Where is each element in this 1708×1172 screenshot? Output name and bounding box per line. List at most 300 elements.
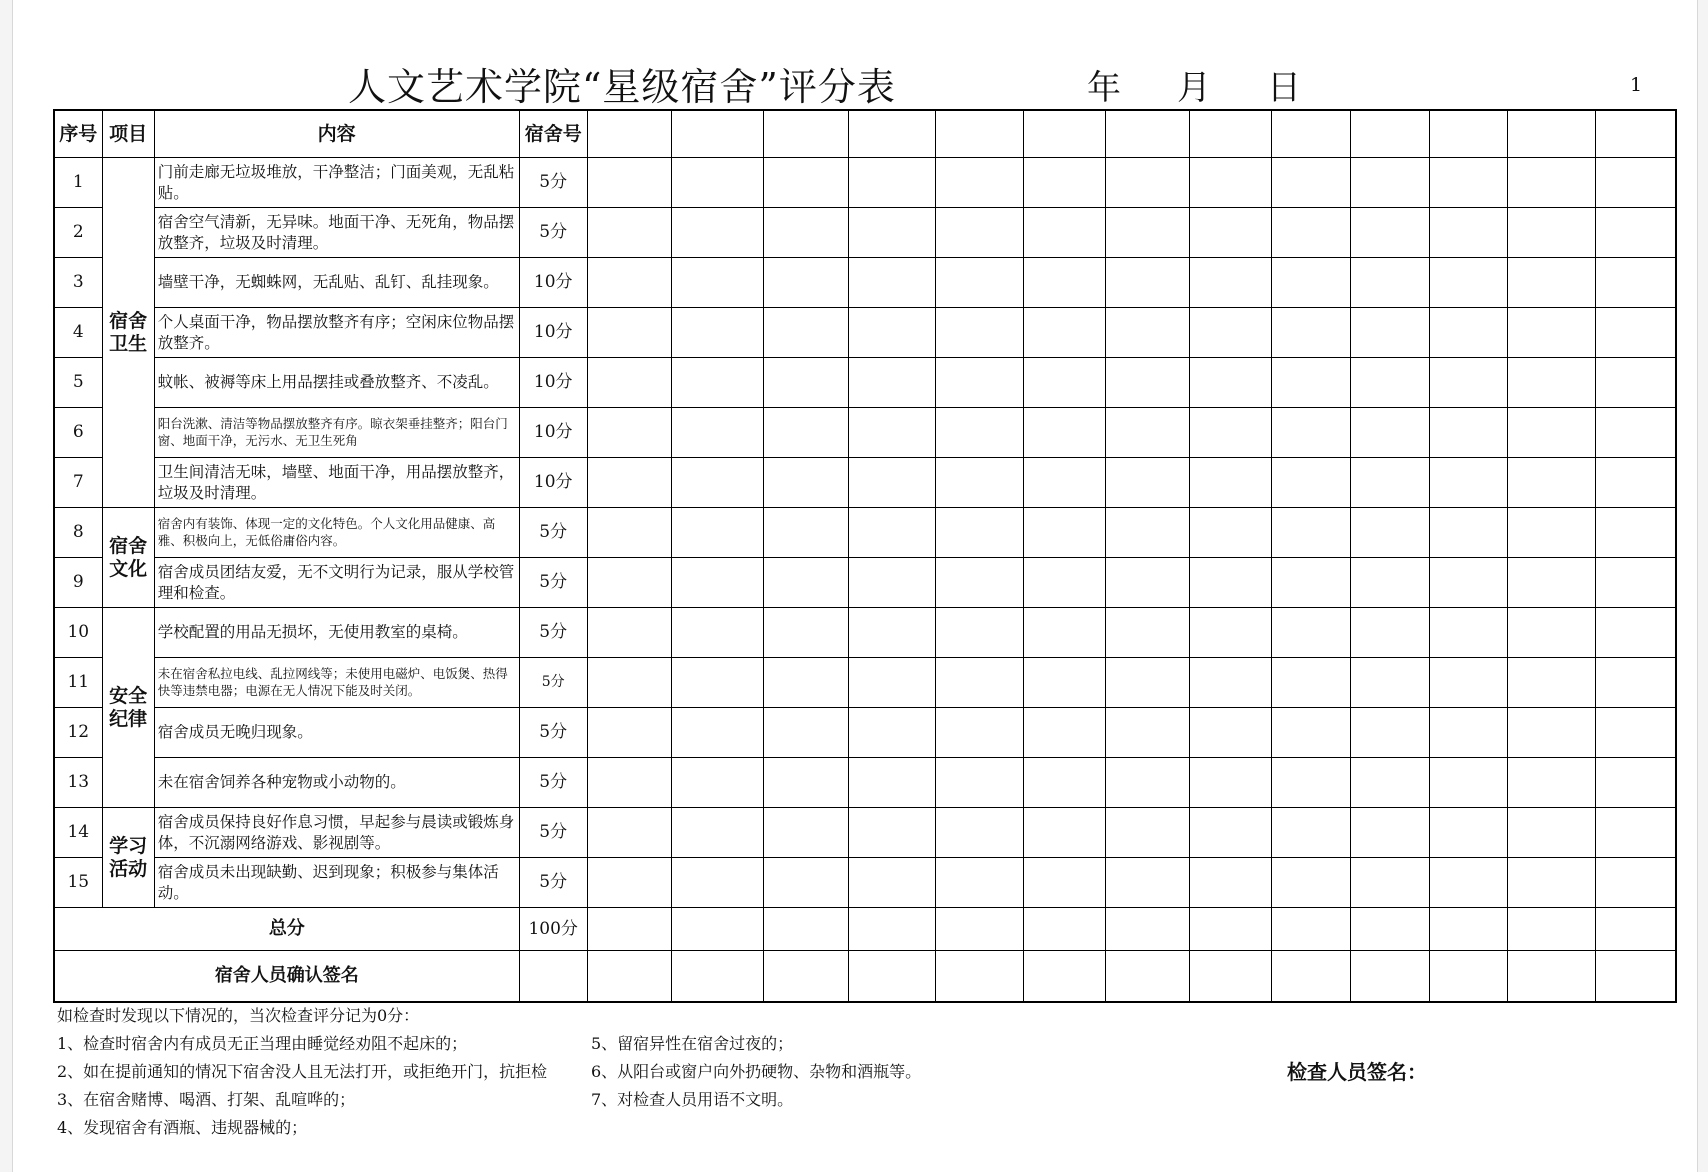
score-entry-cell[interactable] — [1429, 708, 1507, 758]
score-entry-cell[interactable] — [1507, 658, 1595, 708]
score-entry-cell[interactable] — [1507, 608, 1595, 658]
score-entry-cell[interactable] — [1272, 358, 1350, 408]
score-entry-cell[interactable] — [1596, 208, 1676, 258]
score-entry-cell[interactable] — [1596, 258, 1676, 308]
score-entry-cell[interactable] — [1190, 408, 1272, 458]
score-entry-cell[interactable] — [1106, 358, 1190, 408]
notes-heading: 如检查时发现以下情况的，当次检查评分记为0分： — [57, 1006, 420, 1025]
score-entry-cell[interactable] — [587, 558, 671, 608]
score-entry-cell[interactable] — [1507, 758, 1595, 808]
score-entry-cell[interactable] — [849, 558, 935, 608]
score-entry-cell[interactable] — [849, 858, 935, 908]
score-entry-cell[interactable] — [1429, 658, 1507, 708]
score-entry-cell[interactable] — [849, 508, 935, 558]
date-day: 日 — [1267, 68, 1301, 108]
score-entry-cell[interactable] — [1272, 708, 1350, 758]
score-entry-cell[interactable] — [1106, 758, 1190, 808]
score-entry-cell[interactable] — [1596, 758, 1676, 808]
score-entry-cell[interactable] — [849, 258, 935, 308]
score-entry-cell[interactable] — [764, 658, 849, 708]
score-entry-cell[interactable] — [1272, 208, 1350, 258]
score-entry-cell[interactable] — [1596, 608, 1676, 658]
total-entry-cell[interactable] — [849, 908, 935, 951]
score-entry-cell[interactable] — [849, 208, 935, 258]
score-entry-cell[interactable] — [764, 608, 849, 658]
total-entry-cell[interactable] — [1023, 908, 1105, 951]
item-score: 5分 — [519, 758, 587, 808]
score-entry-cell[interactable] — [1429, 758, 1507, 808]
item-no: 12 — [54, 708, 102, 758]
score-entry-cell[interactable] — [1350, 358, 1429, 408]
score-entry-cell[interactable] — [1272, 758, 1350, 808]
score-entry-cell[interactable] — [1596, 708, 1676, 758]
score-entry-cell[interactable] — [1429, 208, 1507, 258]
score-entry-cell[interactable] — [1272, 808, 1350, 858]
item-no: 15 — [54, 858, 102, 908]
score-entry-cell[interactable] — [1507, 358, 1595, 408]
signature-row — [54, 951, 1676, 1003]
item-content: 阳台洗漱、清洁等物品摆放整齐有序。晾衣架垂挂整齐；阳台门窗、地面干净，无污水、无卫生死角 — [154, 408, 519, 458]
score-entry-cell[interactable] — [764, 158, 849, 208]
score-entry-cell[interactable] — [1507, 458, 1595, 508]
score-entry-cell[interactable] — [1350, 508, 1429, 558]
score-entry-cell[interactable] — [1023, 308, 1105, 358]
score-entry-cell[interactable] — [587, 258, 671, 308]
score-entry-cell[interactable] — [1106, 158, 1190, 208]
score-entry-cell[interactable] — [587, 358, 671, 408]
total-entry-cell[interactable] — [587, 908, 671, 951]
signature-entry-cell[interactable] — [671, 951, 763, 1003]
dorm-number-cell[interactable] — [849, 110, 935, 158]
rules-notes — [57, 1002, 547, 1142]
score-entry-cell[interactable] — [1350, 708, 1429, 758]
category-hygiene: 宿舍卫生 — [102, 158, 154, 508]
score-entry-cell[interactable] — [935, 208, 1023, 258]
signature-label: 宿舍人员确认签名 — [54, 951, 519, 1003]
score-entry-cell[interactable] — [1190, 808, 1272, 858]
score-entry-cell[interactable] — [1190, 308, 1272, 358]
score-entry-cell[interactable] — [587, 408, 671, 458]
score-entry-cell[interactable] — [764, 208, 849, 258]
signature-entry-cell[interactable] — [1272, 951, 1350, 1003]
score-entry-cell[interactable] — [1106, 458, 1190, 508]
score-entry-cell[interactable] — [849, 708, 935, 758]
score-entry-cell[interactable] — [1350, 608, 1429, 658]
dorm-number-cell[interactable] — [1596, 110, 1676, 158]
total-entry-cell[interactable] — [671, 908, 763, 951]
score-entry-cell[interactable] — [1429, 858, 1507, 908]
item-score: 5分 — [519, 508, 587, 558]
score-entry-cell[interactable] — [764, 558, 849, 608]
dorm-number-cell[interactable] — [1190, 110, 1272, 158]
score-entry-cell[interactable] — [1106, 208, 1190, 258]
table-row — [54, 458, 1676, 508]
score-entry-cell[interactable] — [671, 208, 763, 258]
note-item: 4、发现宿舍有酒瓶、违规器械的； — [57, 1118, 308, 1137]
score-entry-cell[interactable] — [1507, 408, 1595, 458]
signature-entry-cell[interactable] — [1023, 951, 1105, 1003]
dorm-number-cell[interactable] — [935, 110, 1023, 158]
score-entry-cell[interactable] — [1596, 508, 1676, 558]
total-entry-cell[interactable] — [1429, 908, 1507, 951]
header-dorm-no: 宿舍号 — [519, 110, 587, 158]
dorm-number-cell[interactable] — [1507, 110, 1595, 158]
total-entry-cell[interactable] — [935, 908, 1023, 951]
dorm-number-cell[interactable] — [1106, 110, 1190, 158]
score-entry-cell[interactable] — [1272, 508, 1350, 558]
score-entry-cell[interactable] — [1190, 458, 1272, 508]
score-entry-cell[interactable] — [1023, 608, 1105, 658]
score-entry-cell[interactable] — [587, 658, 671, 708]
score-entry-cell[interactable] — [1429, 808, 1507, 858]
score-entry-cell[interactable] — [1350, 758, 1429, 808]
item-score: 5分 — [519, 208, 587, 258]
score-entry-cell[interactable] — [1429, 258, 1507, 308]
score-entry-cell[interactable] — [1350, 208, 1429, 258]
item-no: 4 — [54, 308, 102, 358]
score-entry-cell[interactable] — [764, 358, 849, 408]
score-entry-cell[interactable] — [1272, 458, 1350, 508]
score-entry-cell[interactable] — [935, 708, 1023, 758]
dorm-number-cell[interactable] — [587, 110, 671, 158]
item-content: 宿舍内有装饰、体现一定的文化特色。个人文化用品健康、高雅、积极向上，无低俗庸俗内容。 — [154, 508, 519, 558]
score-entry-cell[interactable] — [935, 508, 1023, 558]
date-month: 月 — [1177, 68, 1211, 108]
page-number: 1 — [1630, 74, 1643, 96]
score-entry-cell[interactable] — [1272, 258, 1350, 308]
item-no: 8 — [54, 508, 102, 558]
score-entry-cell[interactable] — [935, 758, 1023, 808]
score-entry-cell[interactable] — [935, 358, 1023, 408]
item-content: 宿舍成员保持良好作息习惯，早起参与晨读或锻炼身体，不沉溺网络游戏、影视剧等。 — [154, 808, 519, 858]
score-entry-cell[interactable] — [671, 408, 763, 458]
score-entry-cell[interactable] — [1507, 208, 1595, 258]
score-entry-cell[interactable] — [1350, 808, 1429, 858]
score-entry-cell[interactable] — [1190, 658, 1272, 708]
signature-entry-cell[interactable] — [1596, 951, 1676, 1003]
score-entry-cell[interactable] — [671, 658, 763, 708]
score-entry-cell[interactable] — [1272, 408, 1350, 458]
table-row — [54, 208, 1676, 258]
signature-entry-cell[interactable] — [1106, 951, 1190, 1003]
score-entry-cell[interactable] — [1106, 858, 1190, 908]
score-entry-cell[interactable] — [1106, 808, 1190, 858]
score-entry-cell[interactable] — [1596, 358, 1676, 408]
total-entry-cell[interactable] — [1190, 908, 1272, 951]
item-content: 未在宿舍私拉电线、乱拉网线等；未使用电磁炉、电饭煲、热得快等违禁电器；电源在无人情况下能及时关闭。 — [154, 658, 519, 708]
score-entry-cell[interactable] — [1106, 658, 1190, 708]
score-entry-cell[interactable] — [587, 458, 671, 508]
score-entry-cell[interactable] — [1023, 258, 1105, 308]
score-entry-cell[interactable] — [1190, 708, 1272, 758]
score-entry-cell[interactable] — [1272, 858, 1350, 908]
score-entry-cell[interactable] — [1429, 608, 1507, 658]
total-entry-cell[interactable] — [764, 908, 849, 951]
score-entry-cell[interactable] — [1023, 508, 1105, 558]
inspector-signature-label: 检查人员签名： — [1287, 1060, 1427, 1084]
score-entry-cell[interactable] — [1023, 808, 1105, 858]
score-entry-cell[interactable] — [1596, 558, 1676, 608]
score-entry-cell[interactable] — [1596, 158, 1676, 208]
score-entry-cell[interactable] — [1023, 358, 1105, 408]
category-culture: 宿舍文化 — [102, 508, 154, 608]
header-content: 内容 — [154, 110, 519, 158]
score-entry-cell[interactable] — [1350, 308, 1429, 358]
score-entry-cell[interactable] — [764, 508, 849, 558]
score-entry-cell[interactable] — [764, 808, 849, 858]
score-entry-cell[interactable] — [935, 458, 1023, 508]
table-row — [54, 308, 1676, 358]
form-title: 人文艺术学院“星级宿舍”评分表 — [348, 65, 896, 109]
score-entry-cell[interactable] — [1507, 558, 1595, 608]
score-entry-cell[interactable] — [671, 608, 763, 658]
score-entry-cell[interactable] — [587, 608, 671, 658]
score-entry-cell[interactable] — [849, 458, 935, 508]
score-entry-cell[interactable] — [671, 558, 763, 608]
item-no: 9 — [54, 558, 102, 608]
score-entry-cell[interactable] — [671, 458, 763, 508]
table-row — [54, 708, 1676, 758]
score-entry-cell[interactable] — [1190, 858, 1272, 908]
score-entry-cell[interactable] — [671, 158, 763, 208]
signature-entry-cell[interactable] — [935, 951, 1023, 1003]
score-entry-cell[interactable] — [671, 308, 763, 358]
score-entry-cell[interactable] — [1429, 308, 1507, 358]
score-entry-cell[interactable] — [1350, 458, 1429, 508]
score-entry-cell[interactable] — [587, 758, 671, 808]
note-item: 5、留宿异性在宿舍过夜的； — [591, 1034, 794, 1053]
header-row — [54, 110, 1676, 158]
score-entry-cell[interactable] — [935, 608, 1023, 658]
score-entry-cell[interactable] — [1596, 458, 1676, 508]
score-entry-cell[interactable] — [671, 508, 763, 558]
total-entry-cell[interactable] — [1272, 908, 1350, 951]
score-entry-cell[interactable] — [1429, 458, 1507, 508]
score-entry-cell[interactable] — [1429, 508, 1507, 558]
score-entry-cell[interactable] — [935, 858, 1023, 908]
total-entry-cell[interactable] — [1106, 908, 1190, 951]
score-entry-cell[interactable] — [1023, 458, 1105, 508]
score-entry-cell[interactable] — [587, 158, 671, 208]
score-entry-cell[interactable] — [935, 408, 1023, 458]
score-entry-cell[interactable] — [1106, 558, 1190, 608]
score-entry-cell[interactable] — [764, 308, 849, 358]
score-entry-cell[interactable] — [1350, 258, 1429, 308]
score-entry-cell[interactable] — [671, 758, 763, 808]
score-entry-cell[interactable] — [1106, 708, 1190, 758]
score-entry-cell[interactable] — [764, 858, 849, 908]
score-entry-cell[interactable] — [1596, 858, 1676, 908]
score-entry-cell[interactable] — [1190, 558, 1272, 608]
score-entry-cell[interactable] — [1106, 508, 1190, 558]
score-entry-cell[interactable] — [935, 308, 1023, 358]
item-no: 11 — [54, 658, 102, 708]
score-entry-cell[interactable] — [935, 658, 1023, 708]
score-entry-cell[interactable] — [1190, 608, 1272, 658]
item-score: 5分 — [519, 858, 587, 908]
score-entry-cell[interactable] — [935, 808, 1023, 858]
item-score: 5分 — [519, 708, 587, 758]
score-entry-cell[interactable] — [1190, 258, 1272, 308]
score-entry-cell[interactable] — [671, 808, 763, 858]
score-entry-cell[interactable] — [935, 158, 1023, 208]
score-entry-cell[interactable] — [1190, 158, 1272, 208]
signature-entry-cell[interactable] — [849, 951, 935, 1003]
score-entry-cell[interactable] — [1272, 158, 1350, 208]
dorm-number-cell[interactable] — [1429, 110, 1507, 158]
score-entry-cell[interactable] — [849, 408, 935, 458]
table-row — [54, 808, 1676, 858]
score-entry-cell[interactable] — [671, 258, 763, 308]
note-item: 1、检查时宿舍内有成员无正当理由睡觉经劝阻不起床的； — [57, 1034, 468, 1053]
score-entry-cell[interactable] — [1429, 158, 1507, 208]
signature-entry-cell[interactable] — [587, 951, 671, 1003]
table-row — [54, 158, 1676, 208]
score-entry-cell[interactable] — [1596, 408, 1676, 458]
score-entry-cell[interactable] — [764, 708, 849, 758]
dorm-number-cell[interactable] — [671, 110, 763, 158]
score-entry-cell[interactable] — [587, 208, 671, 258]
item-content: 宿舍空气清新，无异味。地面干净、无死角，物品摆放整齐，垃圾及时清理。 — [154, 208, 519, 258]
item-content: 个人桌面干净，物品摆放整齐有序；空闲床位物品摆放整齐。 — [154, 308, 519, 358]
item-no: 6 — [54, 408, 102, 458]
score-entry-cell[interactable] — [587, 808, 671, 858]
score-entry-cell[interactable] — [764, 758, 849, 808]
score-entry-cell[interactable] — [1507, 258, 1595, 308]
score-entry-cell[interactable] — [1023, 658, 1105, 708]
score-entry-cell[interactable] — [1507, 808, 1595, 858]
table-row — [54, 408, 1676, 458]
signature-entry-cell[interactable] — [764, 951, 849, 1003]
score-entry-cell[interactable] — [1429, 358, 1507, 408]
score-entry-cell[interactable] — [764, 258, 849, 308]
score-entry-cell[interactable] — [1350, 858, 1429, 908]
score-entry-cell[interactable] — [587, 858, 671, 908]
score-entry-cell[interactable] — [671, 708, 763, 758]
score-entry-cell[interactable] — [1507, 158, 1595, 208]
score-entry-cell[interactable] — [849, 308, 935, 358]
score-entry-cell[interactable] — [849, 358, 935, 408]
category-study: 学习活动 — [102, 808, 154, 908]
score-entry-cell[interactable] — [1350, 658, 1429, 708]
item-score: 10分 — [519, 358, 587, 408]
score-entry-cell[interactable] — [671, 358, 763, 408]
dorm-number-cell[interactable] — [764, 110, 849, 158]
score-entry-cell[interactable] — [1023, 558, 1105, 608]
score-entry-cell[interactable] — [1272, 608, 1350, 658]
score-entry-cell[interactable] — [1190, 358, 1272, 408]
total-score: 100分 — [519, 908, 587, 951]
item-score: 5分 — [519, 158, 587, 208]
total-entry-cell[interactable] — [1350, 908, 1429, 951]
score-entry-cell[interactable] — [935, 558, 1023, 608]
score-entry-cell[interactable] — [1596, 808, 1676, 858]
score-entry-cell[interactable] — [1272, 558, 1350, 608]
score-entry-cell[interactable] — [764, 458, 849, 508]
signature-entry-cell[interactable] — [1190, 951, 1272, 1003]
item-content: 门前走廊无垃圾堆放，干净整洁；门面美观，无乱粘贴。 — [154, 158, 519, 208]
score-entry-cell[interactable] — [1350, 558, 1429, 608]
score-entry-cell[interactable] — [849, 758, 935, 808]
score-entry-cell[interactable] — [1507, 508, 1595, 558]
score-entry-cell[interactable] — [1023, 858, 1105, 908]
item-content: 未在宿舍饲养各种宠物或小动物的。 — [154, 758, 519, 808]
score-entry-cell[interactable] — [1507, 708, 1595, 758]
note-item: 6、从阳台或窗户向外扔硬物、杂物和酒瓶等。 — [591, 1062, 922, 1081]
score-entry-cell[interactable] — [1190, 208, 1272, 258]
score-entry-cell[interactable] — [1272, 308, 1350, 358]
item-no: 10 — [54, 608, 102, 658]
score-entry-cell[interactable] — [1350, 158, 1429, 208]
score-entry-cell[interactable] — [935, 258, 1023, 308]
dorm-number-cell[interactable] — [1023, 110, 1105, 158]
signature-entry-cell[interactable] — [1350, 951, 1429, 1003]
score-entry-cell[interactable] — [1272, 658, 1350, 708]
table-row — [54, 758, 1676, 808]
item-content: 宿舍成员团结友爱，无不文明行为记录，服从学校管理和检查。 — [154, 558, 519, 608]
score-entry-cell[interactable] — [849, 658, 935, 708]
score-entry-cell[interactable] — [1023, 758, 1105, 808]
header-category: 项目 — [102, 110, 154, 158]
score-entry-cell[interactable] — [849, 608, 935, 658]
score-entry-cell[interactable] — [1106, 608, 1190, 658]
score-entry-cell[interactable] — [849, 808, 935, 858]
score-entry-cell[interactable] — [1507, 308, 1595, 358]
score-entry-cell[interactable] — [587, 708, 671, 758]
item-content: 学校配置的用品无损坏，无使用教室的桌椅。 — [154, 608, 519, 658]
score-entry-cell[interactable] — [1190, 758, 1272, 808]
score-entry-cell[interactable] — [587, 508, 671, 558]
score-entry-cell[interactable] — [849, 158, 935, 208]
score-entry-cell[interactable] — [1596, 308, 1676, 358]
item-content: 墙壁干净，无蜘蛛网，无乱贴、乱钉、乱挂现象。 — [154, 258, 519, 308]
score-entry-cell[interactable] — [1023, 708, 1105, 758]
score-entry-cell[interactable] — [1429, 558, 1507, 608]
score-entry-cell[interactable] — [587, 308, 671, 358]
score-entry-cell[interactable] — [1023, 408, 1105, 458]
score-entry-cell[interactable] — [1106, 258, 1190, 308]
score-sheet — [12, 0, 1698, 1172]
note-item: 2、如在提前通知的情况下宿舍没人且无法打开，或拒绝开门，抗拒检 — [57, 1062, 548, 1081]
score-entry-cell[interactable] — [1106, 408, 1190, 458]
score-entry-cell[interactable] — [764, 408, 849, 458]
item-no: 7 — [54, 458, 102, 508]
score-entry-cell[interactable] — [1190, 508, 1272, 558]
score-entry-cell[interactable] — [1023, 208, 1105, 258]
score-entry-cell[interactable] — [1507, 858, 1595, 908]
score-entry-cell[interactable] — [1023, 158, 1105, 208]
item-content: 卫生间清洁无味，墙壁、地面干净，用品摆放整齐，垃圾及时清理。 — [154, 458, 519, 508]
total-entry-cell[interactable] — [1596, 908, 1676, 951]
item-no: 5 — [54, 358, 102, 408]
score-entry-cell[interactable] — [1429, 408, 1507, 458]
table-row — [54, 358, 1676, 408]
signature-blank — [519, 951, 587, 1003]
dorm-number-cell[interactable] — [1272, 110, 1350, 158]
total-entry-cell[interactable] — [1507, 908, 1595, 951]
signature-entry-cell[interactable] — [1429, 951, 1507, 1003]
signature-entry-cell[interactable] — [1507, 951, 1595, 1003]
score-table — [53, 109, 1677, 1003]
item-score: 10分 — [519, 408, 587, 458]
score-entry-cell[interactable] — [1106, 308, 1190, 358]
dorm-number-cell[interactable] — [1350, 110, 1429, 158]
item-content: 宿舍成员未出现缺勤、迟到现象；积极参与集体活动。 — [154, 858, 519, 908]
total-label: 总分 — [54, 908, 519, 951]
score-entry-cell[interactable] — [1596, 658, 1676, 708]
score-entry-cell[interactable] — [1350, 408, 1429, 458]
score-entry-cell[interactable] — [671, 858, 763, 908]
